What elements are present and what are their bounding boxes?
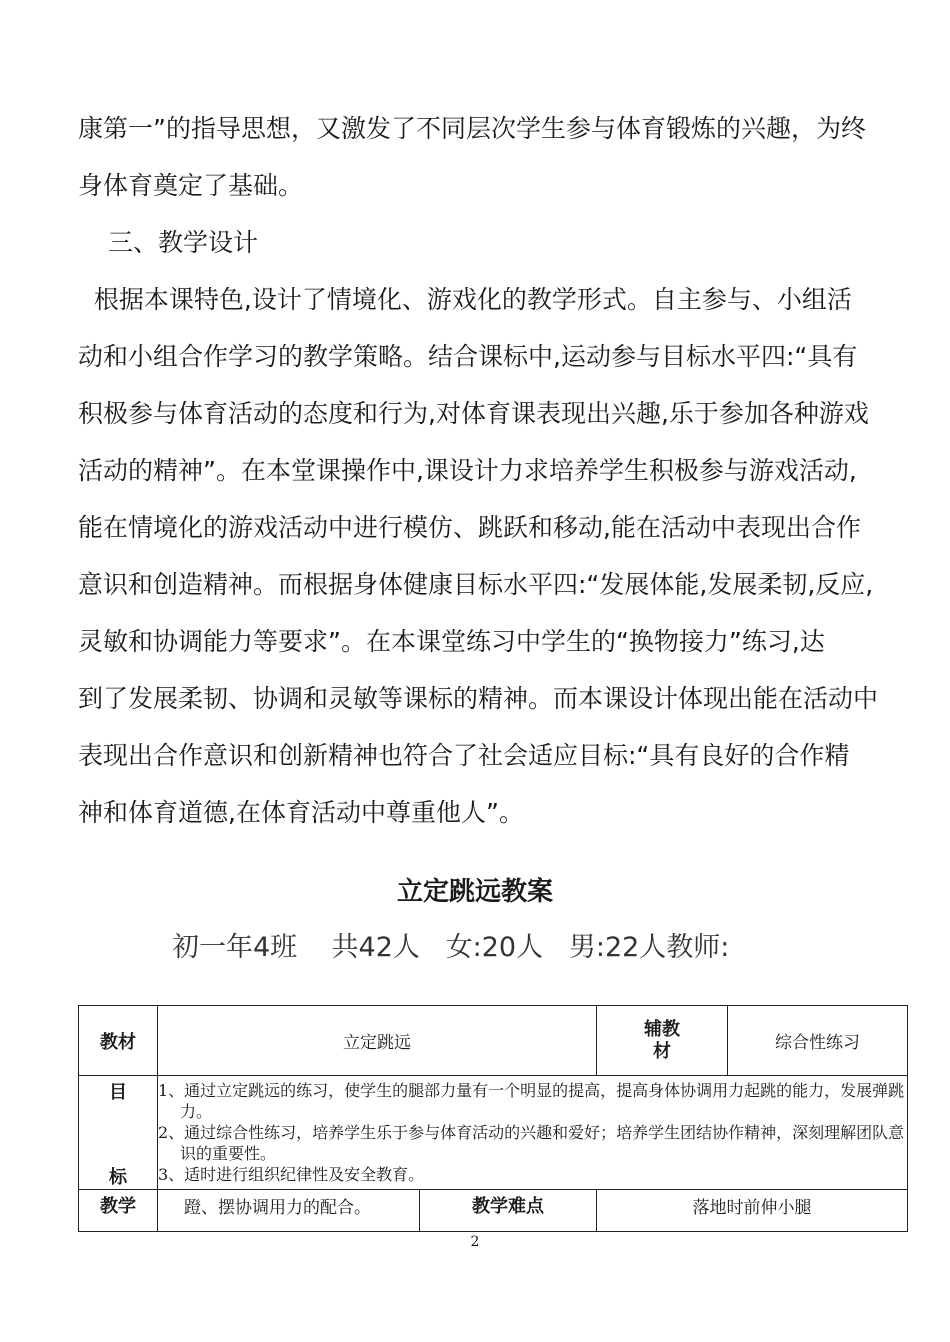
- paragraph-line: 身体育奠定了基础。: [78, 171, 304, 200]
- female-count: 女:20人: [445, 932, 544, 963]
- table-row: [79, 1076, 908, 1190]
- goal-label: [79, 1076, 158, 1190]
- goal-label-top: 目: [109, 1082, 127, 1103]
- lesson-plan-title: 立定跳远教案: [396, 877, 553, 907]
- key-point-label: 教学: [79, 1190, 158, 1232]
- aux-material-value: 综合性练习: [728, 1006, 908, 1076]
- goal-list: [158, 1076, 908, 1190]
- material-label: 教材: [79, 1006, 158, 1076]
- paragraph-line: 表现出合作意识和创新精神也符合了社会适应目标:“具有良好的合作精: [78, 741, 850, 770]
- table-row: [79, 1006, 908, 1076]
- intro-paragraph: [78, 100, 900, 214]
- aux-material-label-line1: 辅教: [644, 1018, 680, 1040]
- goal-item: 1、通过立定跳远的练习，使学生的腿部力量有一个明显的提高，提高身体协调用力起跳的能力，发展弹跳力。: [158, 1081, 905, 1121]
- section-heading: 三、教学设计: [108, 228, 259, 257]
- material-value: 立定跳远: [158, 1006, 597, 1076]
- aux-material-label-line2: 材: [653, 1040, 671, 1062]
- goal-item: 3、适时进行组织纪律性及安全教育。: [158, 1165, 425, 1184]
- class-info: [172, 928, 729, 968]
- class-name: 初一年4班: [172, 932, 298, 963]
- page-number: 2: [470, 1234, 480, 1250]
- paragraph-line: 到了发展柔韧、协调和灵敏等课标的精神。而本课设计体现出能在活动中: [78, 684, 879, 713]
- paragraph-line: 能在情境化的游戏活动中进行模仿、跳跃和移动,能在活动中表现出合作: [78, 513, 861, 542]
- teaching-design-paragraph: [78, 271, 900, 841]
- aux-material-label: [597, 1006, 728, 1076]
- difficulty-label: 教学难点: [420, 1190, 597, 1232]
- paragraph-line: 动和小组合作学习的教学策略。结合课标中,运动参与目标水平四:“具有: [78, 342, 858, 371]
- goal-item: 2、通过综合性练习，培养学生乐于参与体育活动的兴趣和爱好；培养学生团结协作精神，深刻理解团队意识的重要性。: [158, 1123, 905, 1163]
- paragraph-line: 康第一”的指导思想，又激发了不同层次学生参与体育锻炼的兴趣，为终: [78, 114, 866, 143]
- paragraph-line: 神和体育道德,在体育活动中尊重他人”。: [78, 798, 524, 827]
- table-row: [79, 1190, 908, 1232]
- male-count-teacher: 男:22人教师:: [568, 932, 730, 963]
- paragraph-line: 根据本课特色,设计了情境化、游戏化的教学形式。自主参与、小组活: [78, 285, 852, 314]
- key-point-value: 蹬、摆协调用力的配合。: [158, 1190, 420, 1232]
- goal-label-bottom: 标: [109, 1167, 127, 1188]
- lesson-plan-table: [78, 1005, 908, 1232]
- paragraph-line: 活动的精神”。在本堂课操作中,课设计力求培养学生积极参与游戏活动,: [78, 456, 857, 485]
- paragraph-line: 意识和创造精神。而根据身体健康目标水平四:“发展体能,发展柔韧,反应,: [78, 570, 874, 599]
- student-total: 共42人: [331, 932, 420, 963]
- difficulty-value: 落地时前伸小腿: [597, 1190, 908, 1232]
- paragraph-line: 积极参与体育活动的态度和行为,对体育课表现出兴趣,乐于参加各种游戏: [78, 399, 869, 428]
- paragraph-line: 灵敏和协调能力等要求”。在本课堂练习中学生的“换物接力”练习,达: [78, 627, 825, 656]
